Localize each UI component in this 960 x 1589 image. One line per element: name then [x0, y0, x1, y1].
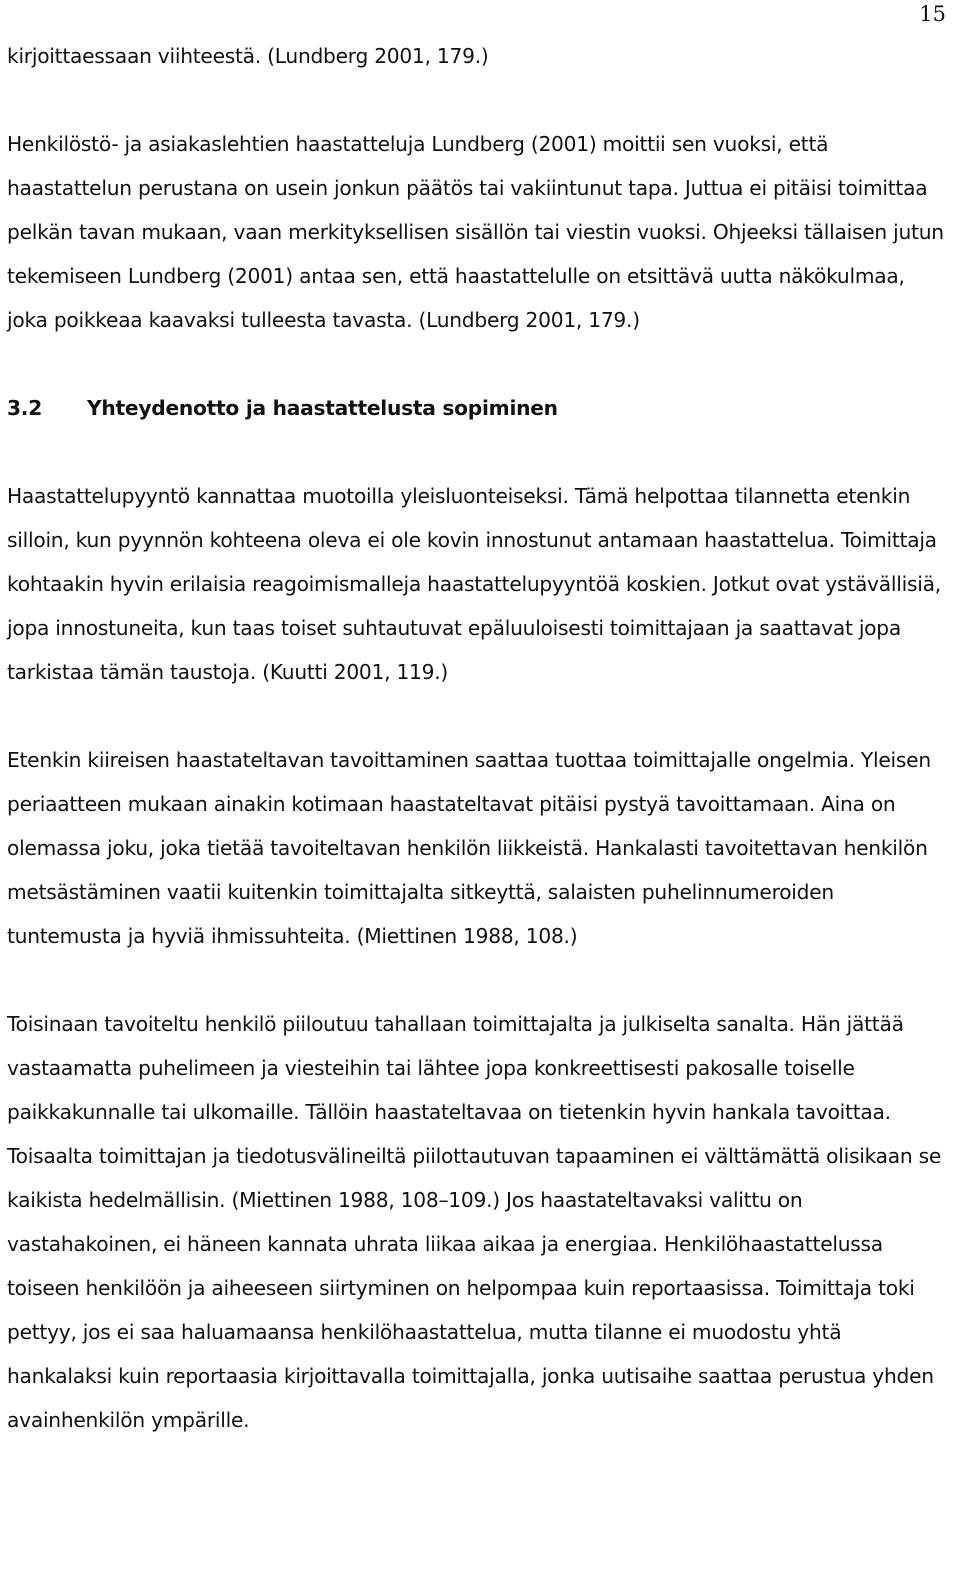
- paragraph-gap: [7, 958, 947, 1002]
- paragraph-reaching-interviewee: Etenkin kiireisen haastateltavan tavoittaminen saattaa tuottaa toimittajalle ongelmia. Yleisen periaatteen mukaan ainakin kotimaan haastateltavat pitäisi pystyä tavoittamaan. Aina on olemassa joku, joka tietää tavoiteltavan henkilön liikkeistä. Hankalasti tavoitettavan henkilön metsästäminen vaatii kuitenkin toimittajalta sitkeyttä, salaisten puhelinnumeroiden tuntemusta ja hyviä ihmissuhteita. (Miettinen 1988, 108.): [7, 748, 931, 948]
- paragraph-interview-request: Haastattelupyyntö kannattaa muotoilla yleisluonteiseksi. Tämä helpottaa tilannetta etenkin silloin, kun pyynnön kohteena oleva ei ole kovin innostunut antamaan haastattelua. Toimittaja kohtaakin hyvin erilaisia reagoimismalleja haastattelupyyntöä koskien. Jotkut ovat ystävällisiä, jopa innostuneita, kun taas toiset suhtautuvat epäluuloisesti toimittajaan ja saattavat jopa tarkistaa tämän taustoja. (Kuutti 2001, 119.): [7, 484, 941, 684]
- paragraph-hiding-person: Toisinaan tavoiteltu henkilö piiloutuu tahallaan toimittajalta ja julkiselta sanalta. Hän jättää vastaamatta puhelimeen ja viesteihin tai lähtee jopa konkreettisesti pakosalle toiselle paikkakunnalle tai ulkomaille. Tällöin haastateltavaa on tietenkin hyvin hankala tavoittaa. Toisaalta toimittajan ja tiedotusvälineiltä piilottautuvan tapaaminen ei välttämättä olisikaan se kaikista hedelmällisin. (Miettinen 1988, 108–109.) Jos haastateltavaksi valittu on vastahakoinen, ei häneen kannata uhrata liikaa aikaa ja energiaa. Henkilöhaastattelussa toiseen henkilöön ja aiheeseen siirtyminen on helpompaa kuin reportaasissa. Toimittaja toki pettyy, jos ei saa haluamaansa henkilöhaastattelua, mutta tilanne ei muodostu yhtä hankalaksi kuin reportaasia kirjoittavalla toimittajalla, jonka uutisaihe saattaa perustua yhden avainhenkilön ympärille.: [7, 1012, 942, 1432]
- section-heading: [7, 386, 947, 430]
- section-title: Yhteydenotto ja haastattelusta sopiminen: [87, 396, 558, 420]
- paragraph-gap: [7, 430, 947, 474]
- paragraph-gap: [7, 342, 947, 386]
- section-number: 3.2: [7, 396, 43, 420]
- paragraph-lundberg-criticism: Henkilöstö- ja asiakaslehtien haastatteluja Lundberg (2001) moittii sen vuoksi, että haastattelun perustana on usein jonkun päätös tai vakiintunut tapa. Juttua ei pitäisi toimittaa pelkän tavan mukaan, vaan merkityksellisen sisällön tai viestin vuoksi. Ohjeeksi tällaisen jutun tekemiseen Lundberg (2001) antaa sen, että haastattelulle on etsittävä uutta näkökulmaa, joka poikkeaa kaavaksi tulleesta tavasta. (Lundberg 2001, 179.): [7, 132, 944, 332]
- paragraph-gap: [7, 78, 947, 122]
- page-number: 15: [919, 2, 946, 26]
- paragraph-continuation: kirjoittaessaan viihteestä. (Lundberg 2001, 179.): [7, 44, 489, 68]
- document-body: [7, 34, 947, 1442]
- paragraph-gap: [7, 694, 947, 738]
